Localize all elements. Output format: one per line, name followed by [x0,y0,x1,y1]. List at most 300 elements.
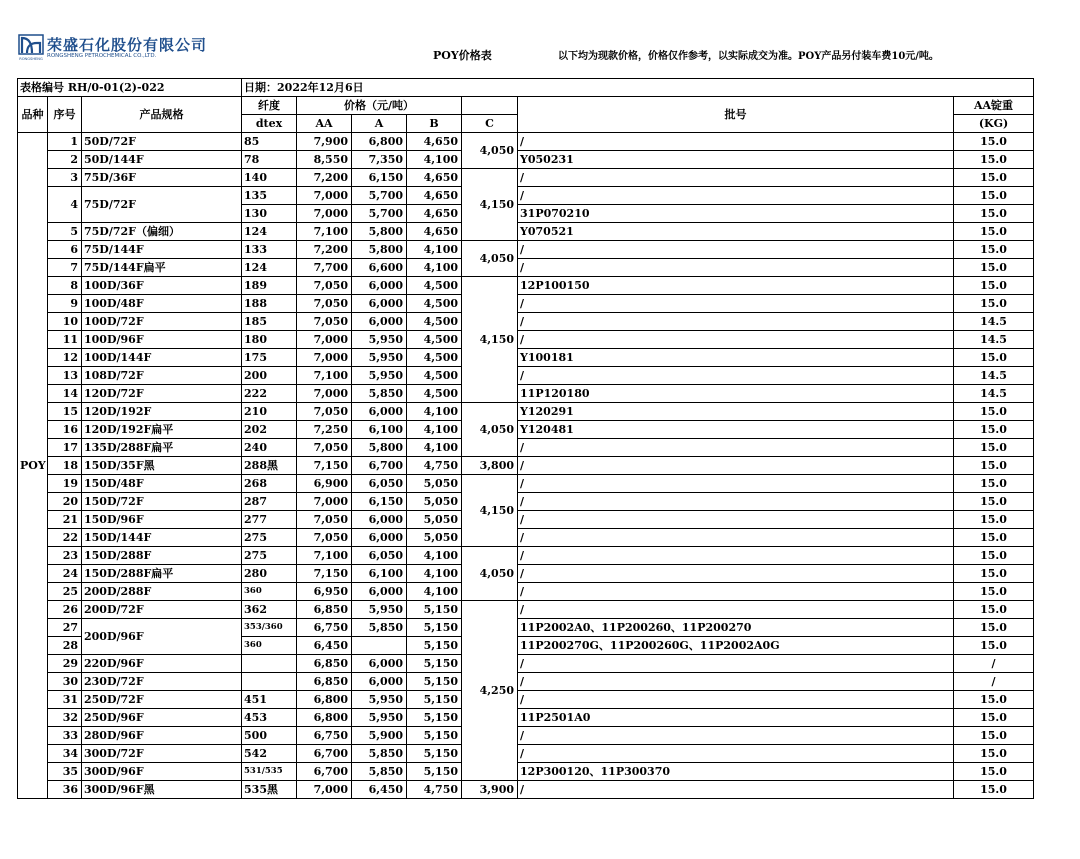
price-b-cell: 4,100 [407,259,462,277]
price-b-cell: 4,650 [407,223,462,241]
dtex-cell: 240 [242,439,297,457]
seq-cell: 12 [48,349,82,367]
spec-cell: 280D/96F [82,727,242,745]
price-aa-cell: 7,200 [297,169,352,187]
company-name-cn: 荣盛石化股份有限公司 [47,35,208,54]
header-grade-c: C [462,115,518,133]
dtex-cell: 353/360 [242,619,297,637]
dtex-cell: 275 [242,529,297,547]
price-aa-cell: 6,900 [297,475,352,493]
price-aa-cell: 7,050 [297,295,352,313]
price-a-cell: 6,450 [352,781,407,799]
price-aa-cell: 6,700 [297,763,352,781]
dtex-cell: 360 [242,583,297,601]
price-aa-cell: 7,000 [297,349,352,367]
table-row [18,133,1034,151]
weight-cell: 15.0 [954,259,1034,277]
batch-cell: / [518,457,954,475]
table-row [18,457,1034,475]
price-c-cell: 4,050 [462,133,518,169]
dtex-cell: 268 [242,475,297,493]
weight-cell: 15.0 [954,223,1034,241]
price-c-cell: 4,150 [462,277,518,403]
price-b-cell: 4,650 [407,133,462,151]
price-aa-cell: 7,050 [297,403,352,421]
price-a-cell: 5,950 [352,349,407,367]
weight-cell: 15.0 [954,241,1034,259]
batch-cell: / [518,673,954,691]
batch-cell: / [518,367,954,385]
price-b-cell: 5,150 [407,637,462,655]
seq-cell: 11 [48,331,82,349]
header-price: 价格（元/吨） [297,97,462,115]
price-c-cell: 4,050 [462,241,518,277]
price-b-cell: 4,750 [407,457,462,475]
price-aa-cell: 7,150 [297,457,352,475]
spec-cell: 200D/288F [82,583,242,601]
table-row [18,763,1034,781]
price-a-cell: 5,700 [352,187,407,205]
weight-cell: 15.0 [954,709,1034,727]
weight-cell: 15.0 [954,421,1034,439]
spec-cell: 75D/72F（偏细） [82,223,242,241]
seq-cell: 31 [48,691,82,709]
price-a-cell: 6,150 [352,493,407,511]
seq-cell: 20 [48,493,82,511]
weight-cell: 15.0 [954,619,1034,637]
seq-cell: 9 [48,295,82,313]
spec-cell: 250D/72F [82,691,242,709]
price-a-cell: 6,700 [352,457,407,475]
dtex-cell: 500 [242,727,297,745]
price-aa-cell: 7,900 [297,133,352,151]
price-b-cell: 4,500 [407,367,462,385]
dtex-cell: 124 [242,223,297,241]
spec-cell: 150D/72F [82,493,242,511]
price-b-cell: 5,150 [407,691,462,709]
price-a-cell: 5,950 [352,331,407,349]
spec-cell: 200D/72F [82,601,242,619]
header-variety: 品种 [18,97,48,133]
seq-cell: 5 [48,223,82,241]
batch-cell: / [518,547,954,565]
price-b-cell: 4,500 [407,331,462,349]
price-a-cell: 6,000 [352,511,407,529]
batch-cell: Y100181 [518,349,954,367]
header-grade-a: A [352,115,407,133]
price-b-cell: 5,050 [407,493,462,511]
dtex-cell: 277 [242,511,297,529]
price-a-cell: 6,100 [352,421,407,439]
spec-cell: 150D/96F [82,511,242,529]
spec-cell: 150D/48F [82,475,242,493]
spec-cell: 100D/72F [82,313,242,331]
price-a-cell: 5,850 [352,619,407,637]
batch-cell: Y120481 [518,421,954,439]
batch-cell: / [518,475,954,493]
price-notice: 以下均为现款价格，价格仅作参考，以实际成交为准。POY产品另付装车费10元/吨。 [558,51,939,62]
table-row [18,331,1034,349]
seq-cell: 13 [48,367,82,385]
price-b-cell: 4,650 [407,169,462,187]
price-table [17,78,1034,799]
price-a-cell: 6,000 [352,295,407,313]
price-c-cell: 3,900 [462,781,518,799]
price-a-cell: 5,700 [352,205,407,223]
seq-cell: 33 [48,727,82,745]
batch-cell: / [518,745,954,763]
seq-cell: 4 [48,187,82,223]
weight-cell: 14.5 [954,313,1034,331]
price-b-cell: 4,500 [407,349,462,367]
spec-cell: 108D/72F [82,367,242,385]
spec-cell: 100D/48F [82,295,242,313]
seq-cell: 36 [48,781,82,799]
spec-cell: 200D/96F [82,619,242,655]
weight-cell: 15.0 [954,601,1034,619]
dtex-cell: 453 [242,709,297,727]
table-row [18,493,1034,511]
spec-cell: 75D/72F [82,187,242,223]
price-aa-cell: 7,250 [297,421,352,439]
price-a-cell: 5,800 [352,241,407,259]
header-seq: 序号 [48,97,82,133]
weight-cell: 15.0 [954,547,1034,565]
logo-mark-text: RONGSHENG [19,57,43,61]
dtex-cell: 133 [242,241,297,259]
batch-cell: / [518,601,954,619]
weight-cell: 15.0 [954,475,1034,493]
weight-cell: 15.0 [954,565,1034,583]
price-a-cell: 6,000 [352,673,407,691]
batch-cell: Y120291 [518,403,954,421]
dtex-cell: 188 [242,295,297,313]
table-row [18,511,1034,529]
dtex-cell: 185 [242,313,297,331]
dtex-cell: 531/535 [242,763,297,781]
batch-cell: / [518,511,954,529]
price-c-cell: 4,150 [462,169,518,241]
header-blank [462,97,518,115]
weight-cell: 15.0 [954,781,1034,799]
price-aa-cell: 6,850 [297,673,352,691]
table-row [18,259,1034,277]
table-row [18,619,1034,637]
price-b-cell: 4,100 [407,421,462,439]
table-row [18,169,1034,187]
header-grade-b: B [407,115,462,133]
weight-cell: 15.0 [954,763,1034,781]
table-row [18,583,1034,601]
batch-cell: Y050231 [518,151,954,169]
price-a-cell: 5,850 [352,385,407,403]
batch-cell: / [518,295,954,313]
price-b-cell: 5,150 [407,745,462,763]
batch-cell: / [518,313,954,331]
weight-cell: 14.5 [954,367,1034,385]
price-a-cell: 7,350 [352,151,407,169]
price-b-cell: 5,150 [407,709,462,727]
price-b-cell: 4,100 [407,439,462,457]
price-aa-cell: 6,800 [297,709,352,727]
price-c-cell: 4,050 [462,403,518,457]
spec-cell: 300D/96F [82,763,242,781]
price-aa-cell: 7,000 [297,781,352,799]
price-aa-cell: 7,200 [297,241,352,259]
table-row [18,367,1034,385]
header-weight: AA锭重 [954,97,1034,115]
price-a-cell: 6,000 [352,655,407,673]
batch-cell: 31P070210 [518,205,954,223]
price-b-cell: 4,100 [407,583,462,601]
seq-cell: 28 [48,637,82,655]
spec-cell: 100D/96F [82,331,242,349]
price-a-cell: 5,800 [352,223,407,241]
company-logo-icon [18,34,44,62]
batch-cell: / [518,529,954,547]
header-batch: 批号 [518,97,954,133]
price-c-cell: 4,250 [462,601,518,781]
seq-cell: 16 [48,421,82,439]
spec-cell: 120D/72F [82,385,242,403]
batch-cell: 12P300120、11P300370 [518,763,954,781]
weight-cell: 15.0 [954,295,1034,313]
weight-cell: 15.0 [954,169,1034,187]
weight-cell: 14.5 [954,385,1034,403]
spec-cell: 220D/96F [82,655,242,673]
price-aa-cell: 7,050 [297,511,352,529]
price-b-cell: 5,150 [407,619,462,637]
price-b-cell: 4,100 [407,547,462,565]
spec-cell: 100D/144F [82,349,242,367]
price-aa-cell: 8,550 [297,151,352,169]
batch-cell: Y070521 [518,223,954,241]
price-b-cell: 4,100 [407,403,462,421]
dtex-cell: 135 [242,187,297,205]
price-c-cell: 3,800 [462,457,518,475]
batch-cell: / [518,169,954,187]
dtex-cell: 222 [242,385,297,403]
table-row [18,673,1034,691]
spec-cell: 50D/144F [82,151,242,169]
table-row [18,709,1034,727]
batch-cell: / [518,493,954,511]
weight-cell: 15.0 [954,529,1034,547]
batch-cell: 12P100150 [518,277,954,295]
weight-cell: 15.0 [954,133,1034,151]
batch-cell: / [518,565,954,583]
weight-cell: 15.0 [954,403,1034,421]
seq-cell: 7 [48,259,82,277]
weight-cell: 15.0 [954,727,1034,745]
spec-cell: 150D/144F [82,529,242,547]
weight-cell: 15.0 [954,439,1034,457]
price-table-body [18,133,1034,799]
table-row [18,421,1034,439]
price-aa-cell: 6,850 [297,601,352,619]
table-row [18,277,1034,295]
dtex-cell: 210 [242,403,297,421]
batch-cell: / [518,133,954,151]
weight-cell: 15.0 [954,151,1034,169]
table-row [18,241,1034,259]
table-row [18,439,1034,457]
seq-cell: 34 [48,745,82,763]
dtex-cell: 78 [242,151,297,169]
weight-cell: 15.0 [954,277,1034,295]
price-a-cell: 5,850 [352,745,407,763]
dtex-cell: 200 [242,367,297,385]
dtex-cell: 85 [242,133,297,151]
price-b-cell: 5,150 [407,727,462,745]
document-header [0,0,1080,78]
price-b-cell: 4,650 [407,205,462,223]
batch-cell: / [518,259,954,277]
price-aa-cell: 7,050 [297,313,352,331]
seq-cell: 23 [48,547,82,565]
batch-cell: / [518,331,954,349]
price-aa-cell: 6,800 [297,691,352,709]
batch-cell: / [518,187,954,205]
price-a-cell: 5,850 [352,763,407,781]
table-row [18,349,1034,367]
price-a-cell: 6,000 [352,529,407,547]
weight-cell: / [954,655,1034,673]
table-row [18,223,1034,241]
seq-cell: 19 [48,475,82,493]
price-b-cell: 5,150 [407,673,462,691]
spec-cell: 230D/72F [82,673,242,691]
price-b-cell: 4,500 [407,313,462,331]
batch-cell: / [518,583,954,601]
price-aa-cell: 7,000 [297,187,352,205]
batch-cell: 11P2501A0 [518,709,954,727]
price-a-cell [352,637,407,655]
price-a-cell: 6,000 [352,313,407,331]
price-b-cell: 4,100 [407,151,462,169]
weight-cell: / [954,673,1034,691]
price-aa-cell: 6,700 [297,745,352,763]
price-a-cell: 6,000 [352,583,407,601]
price-a-cell: 5,950 [352,691,407,709]
dtex-cell: 140 [242,169,297,187]
price-aa-cell: 6,750 [297,619,352,637]
spec-cell: 120D/192F扁平 [82,421,242,439]
seq-cell: 25 [48,583,82,601]
dtex-cell: 287 [242,493,297,511]
table-row [18,151,1034,169]
document-title: POY价格表 [433,49,492,62]
price-aa-cell: 7,100 [297,547,352,565]
batch-cell: / [518,727,954,745]
seq-cell: 18 [48,457,82,475]
dtex-cell: 542 [242,745,297,763]
weight-cell: 15.0 [954,493,1034,511]
price-b-cell: 5,150 [407,763,462,781]
weight-cell: 15.0 [954,511,1034,529]
price-b-cell: 4,650 [407,187,462,205]
dtex-cell: 202 [242,421,297,439]
dtex-cell: 124 [242,259,297,277]
price-aa-cell: 7,000 [297,493,352,511]
price-b-cell: 4,500 [407,385,462,403]
seq-cell: 26 [48,601,82,619]
batch-cell: / [518,691,954,709]
company-name-en: RONGSHENG PETROCHEMICAL CO.,LTD. [47,52,157,59]
batch-cell: / [518,439,954,457]
price-b-cell: 4,100 [407,565,462,583]
price-b-cell: 4,100 [407,241,462,259]
spec-cell: 135D/288F扁平 [82,439,242,457]
price-a-cell: 6,050 [352,547,407,565]
price-b-cell: 4,750 [407,781,462,799]
seq-cell: 14 [48,385,82,403]
seq-cell: 2 [48,151,82,169]
header-weight-unit: (KG) [954,115,1034,133]
price-a-cell: 5,950 [352,367,407,385]
price-b-cell: 5,150 [407,601,462,619]
spec-cell: 150D/288F [82,547,242,565]
table-row [18,565,1034,583]
price-a-cell: 6,000 [352,403,407,421]
batch-cell: / [518,241,954,259]
weight-cell: 15.0 [954,187,1034,205]
price-aa-cell: 7,050 [297,529,352,547]
weight-cell: 15.0 [954,205,1034,223]
price-a-cell: 5,950 [352,601,407,619]
seq-cell: 35 [48,763,82,781]
weight-cell: 15.0 [954,457,1034,475]
spec-cell: 100D/36F [82,277,242,295]
price-aa-cell: 6,750 [297,727,352,745]
weight-cell: 15.0 [954,583,1034,601]
price-aa-cell: 7,050 [297,277,352,295]
dtex-cell: 451 [242,691,297,709]
dtex-cell: 362 [242,601,297,619]
batch-cell: 11P2002A0、11P200260、11P200270 [518,619,954,637]
table-row [18,601,1034,619]
header-fineness: 纤度 [242,97,297,115]
price-aa-cell: 7,100 [297,367,352,385]
seq-cell: 29 [48,655,82,673]
spec-cell: 250D/96F [82,709,242,727]
seq-cell: 15 [48,403,82,421]
price-aa-cell: 6,450 [297,637,352,655]
batch-cell: 11P120180 [518,385,954,403]
price-aa-cell: 7,150 [297,565,352,583]
seq-cell: 17 [48,439,82,457]
seq-cell: 30 [48,673,82,691]
dtex-cell: 280 [242,565,297,583]
table-row [18,529,1034,547]
price-c-cell: 4,150 [462,475,518,547]
price-aa-cell: 7,000 [297,385,352,403]
dtex-cell: 130 [242,205,297,223]
seq-cell: 22 [48,529,82,547]
company-logo [18,34,207,62]
spec-cell: 75D/144F扁平 [82,259,242,277]
weight-cell: 14.5 [954,331,1034,349]
seq-cell: 1 [48,133,82,151]
seq-cell: 32 [48,709,82,727]
price-aa-cell: 6,950 [297,583,352,601]
seq-cell: 8 [48,277,82,295]
batch-cell: / [518,655,954,673]
table-row [18,475,1034,493]
document-date: 日期：2022年12月6日 [242,79,1034,97]
weight-cell: 15.0 [954,637,1034,655]
price-aa-cell: 7,000 [297,205,352,223]
